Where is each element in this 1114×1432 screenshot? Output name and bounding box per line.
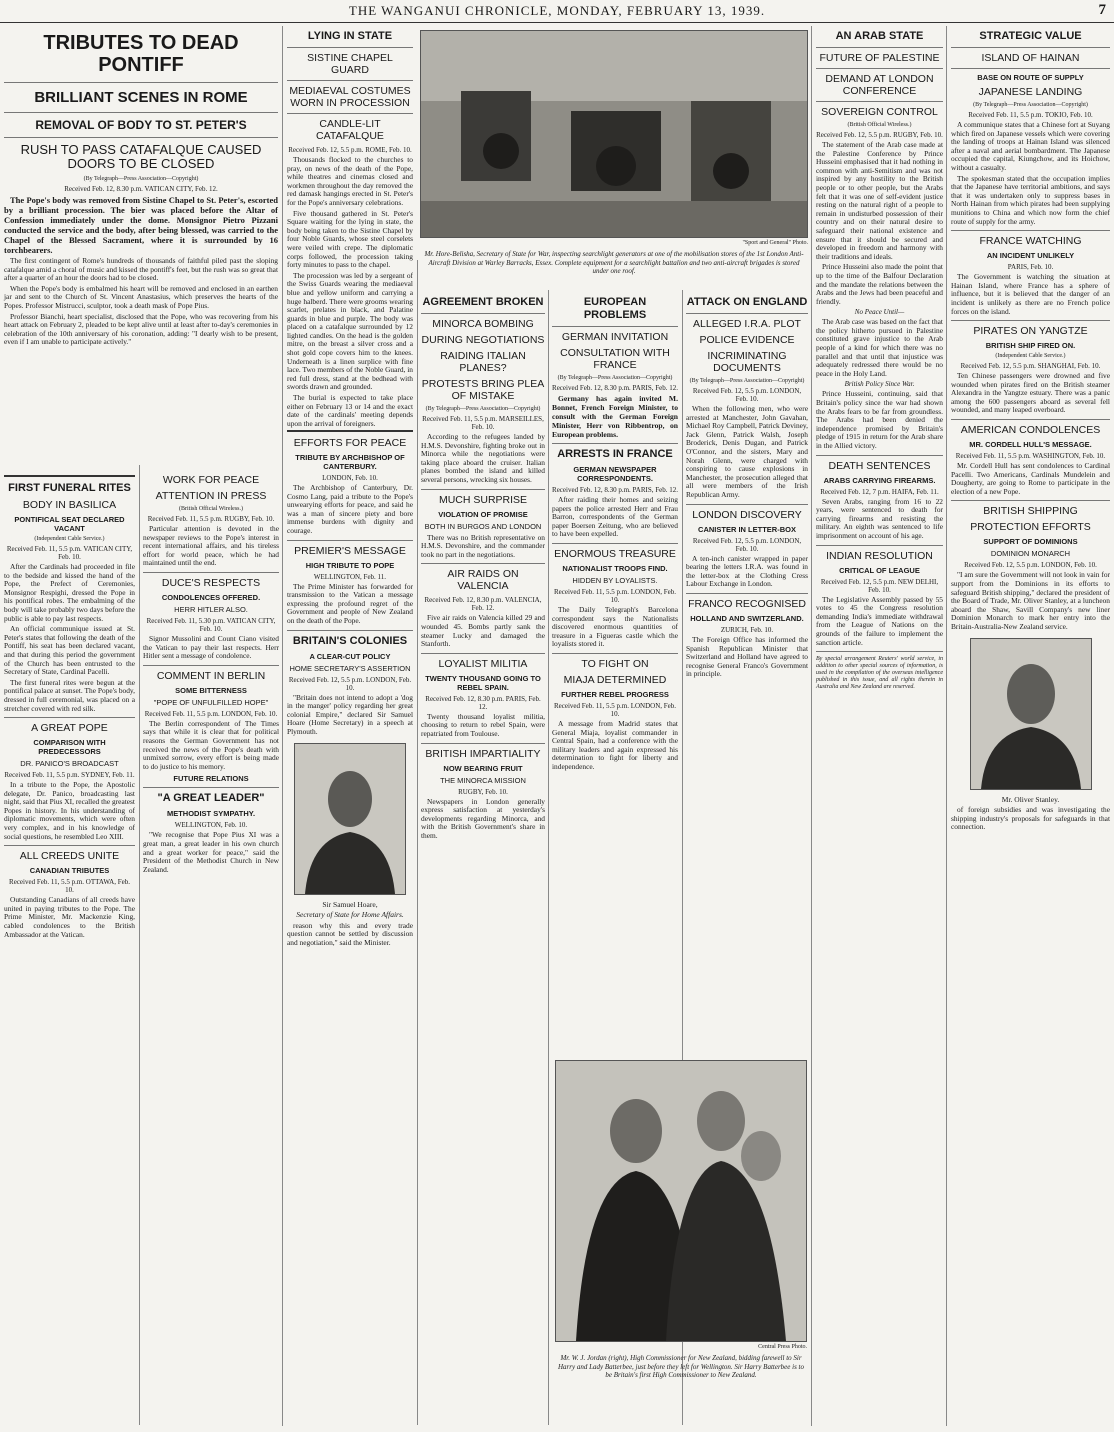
column-rule xyxy=(139,465,140,1425)
portrait-figure xyxy=(295,744,405,894)
subheadline: HIGH TRIBUTE TO POPE xyxy=(305,560,395,570)
farewell-photo-image xyxy=(556,1061,806,1341)
headline: FRANCO RECOGNISED xyxy=(688,597,806,610)
paragraph: Mr. Cordell Hull has sent condolences to Cardinal Pacelli. Two Americans, Cardinals Mundelein and Dougherty, are going to Rome to participate in the election of a new Pope. xyxy=(951,461,1110,496)
divider xyxy=(552,326,678,327)
subheadline: ALLEGED I.R.A. PLOT xyxy=(693,318,801,330)
subheadline: TRIBUTE BY ARCHBISHOP OF CANTERBURY. xyxy=(295,453,405,471)
headline: PREMIER'S MESSAGE xyxy=(294,544,406,557)
subheadline: CANISTER IN LETTER-BOX xyxy=(698,524,796,534)
subheadline: HIDDEN BY LOYALISTS. xyxy=(572,575,658,585)
paragraph: reason why this and every trade question cannot be settled by discussion and negotiation," said the Minister. xyxy=(287,920,413,947)
credit-line: (By Telegraph—Press Association—Copyright) xyxy=(83,176,199,182)
dateline: Received Feb. 11, 5.5 p.m. TOKIO, Feb. 10. xyxy=(968,111,1093,119)
dateline: LONDON, Feb. 10. xyxy=(322,474,378,482)
portrait-caption: Mr. Oliver Stanley. xyxy=(1001,794,1060,804)
paragraph: Thousands flocked to the churches to pray, on news of the death of the Pope, while theatres and cinemas closed and workmen throughout the day removed the red damask hangings erected in St. Peter's for the Pope's anniversary celebrations. xyxy=(287,155,413,207)
headline: ENORMOUS TREASURE xyxy=(554,547,676,560)
paragraph: The first contingent of Rome's hundreds of thousands of faithful piled past the sloping catafalque amid a choral of music and kissed the pontiff's feet, but the rush was so great that after a quarter of an hour the doors had to be closed. xyxy=(4,256,278,283)
paragraph: The procession was led by a sergeant of the Swiss Guards wearing the mediaeval blue and yellow uniform and carrying a huge halberd. There were grooms wearing scarlet, prelates in black, and Palatine guards in blue and purple. The body was placed on a catafalque surrounded by 12 lighted candles. On the head is the golden mitre, on the breast a silver cross and a shot gold cope covers him to the knees. Underneath is a linen surplice with fine lace. Two members of the Noble Guard, in red full dress, stand at the bedhead with swords drawn and grounded. xyxy=(287,270,413,392)
divider xyxy=(951,68,1110,69)
subheadline: SUPPORT OF DOMINIONS xyxy=(983,537,1078,547)
credit-line: (By Telegraph—Press Association—Copyright) xyxy=(689,378,805,384)
paragraph: The Government is watching the situation at Hainan Island, where France has a sphere of influence, but it is believed that the danger of an incident is unlikely as there are no French police forces on the island. xyxy=(951,272,1110,316)
paragraph: Outstanding Canadians of all creeds have united in paying tributes to the Pope. The Prime Minister, Mr. Mackenzie King, cabled condolences to the British Ambassador at the Vatican. xyxy=(4,895,135,939)
subheadline: TWENTY THOUSAND GOING TO REBEL SPAIN. xyxy=(425,673,541,692)
divider xyxy=(816,455,943,456)
dateline: Received Feb. 12, 5.5 p.m. LONDON, Feb. 10. xyxy=(692,536,802,553)
divider xyxy=(951,419,1110,420)
divider xyxy=(816,68,943,69)
subheadline: SOME BITTERNESS xyxy=(175,685,247,695)
divider xyxy=(287,47,413,48)
lead-paragraph: Germany has again invited M. Bonnet, French Foreign Minister, to consult with the German Foreign Minister, Herr von Ribbentrop, on European problems. xyxy=(552,394,678,439)
dateline: Received Feb. 12, 8.30 p.m. PARIS, Feb. 12. xyxy=(425,694,541,711)
divider xyxy=(143,787,279,788)
subheadline: HERR HITLER ALSO. xyxy=(174,604,248,614)
divider xyxy=(421,653,545,654)
searchlight-photo-image xyxy=(421,31,807,237)
page-number: 7 xyxy=(1098,2,1106,18)
divider xyxy=(816,101,943,102)
credit-line: (By Telegraph—Press Association—Copyright) xyxy=(425,406,541,412)
column-rule xyxy=(811,26,812,1426)
subheadline: CRITICAL OF LEAGUE xyxy=(839,565,920,575)
divider xyxy=(552,543,678,544)
photo-credit: "Sport and General" Photo. xyxy=(742,240,808,246)
headline: EUROPEAN PROBLEMS xyxy=(583,296,647,321)
divider xyxy=(552,443,678,444)
efforts-for-peace-article xyxy=(287,425,413,1425)
arab-state-article xyxy=(816,26,943,1421)
headline: DUCE'S RESPECTS xyxy=(161,576,261,589)
dateline: Received Feb. 11, 5.5 p.m. LONDON, Feb. 10. xyxy=(144,709,278,718)
paragraph: Five air raids on Valencia killed 29 and wounded 45. Bombs partly sank the steamer Lucky and damaged the Stanforth. xyxy=(421,613,545,649)
divider xyxy=(421,313,545,314)
dateline: WELLINGTON, Feb. 10. xyxy=(174,821,248,830)
paragraph: There was no British representative on H.M.S. Devonshire, and the commander took no part in the negotiations. xyxy=(421,532,545,559)
subheadline: CANADIAN TRIBUTES xyxy=(29,866,110,876)
subheadline: BRITISH SHIP FIRED ON. xyxy=(985,341,1076,351)
subheadline: VIOLATION OF PROMISE xyxy=(438,509,528,519)
subheadline: JAPANESE LANDING xyxy=(978,86,1083,98)
dateline: Received Feb. 11, 5.5 p.m. LONDON, Feb. 10. xyxy=(553,701,677,718)
subheadline: PROTECTION EFFORTS xyxy=(970,521,1091,534)
paragraph: Professor Bianchi, heart specialist, disclosed that the Pope, who was recovering from his heart attack on February 2, pleaded to be kept alive until at least after to-day's ceremonies in celebration of the 10th anniversary of his coronation, adding: "I dearly wish to be present, even if I am unable to participate actively." xyxy=(4,311,278,347)
subheadline: FUTURE RELATIONS xyxy=(173,774,249,784)
subheadline: POLICE EVIDENCE xyxy=(699,334,795,346)
portrait-caption: Secretary of State for Home Affairs. xyxy=(296,910,404,920)
dateline: Received Feb. 11, 5.5 p.m. WASHINGTON, Feb. 10. xyxy=(955,452,1106,461)
headline: ALL CREEDS UNITE xyxy=(19,850,120,863)
dateline: Received Feb. 11, 5.5 p.m. SYDNEY, Feb. 11. xyxy=(4,771,135,780)
dateline: Received Feb. 12, 5.5 p.m. LONDON, Feb. 10. xyxy=(964,561,1097,570)
photo-caption: Mr. W. J. Jordan (right), High Commissioner for New Zealand, bidding farewell to Sir Harry and Lady Batterbee, just before they left for Wellington. Sir Harry Batterbee is to be Britain's first High Commissioner to New Zealand. xyxy=(557,1354,804,1379)
subheadline: HOLLAND AND SWITZERLAND. xyxy=(690,613,804,623)
subheadline: INCRIMINATING DOCUMENTS xyxy=(707,350,787,374)
paragraph: After raiding their homes and seizing papers the police arrested Herr and Frau Barron, correspondents of the German paper Boersen Zeitung, who are believed to have been expelled. xyxy=(552,495,678,539)
subheadline: CONSULTATION WITH FRANCE xyxy=(560,347,670,371)
subheadline: PONTIFICAL SEAT DECLARED VACANT xyxy=(14,515,125,533)
paragraph: "I am sure the Government will not look in vain for support from the Dominions in its efforts to safeguard British shipping," declared the president of the Board of Trade, Mr. Oliver Stanley, at a luncheon aboard the Shaw, Savill Company's new liner Dominion Monarch to mark her entry into the Britain-Australia-New Zealand service. xyxy=(951,570,1110,631)
paragraph: A ten-inch canister wrapped in paper bearing the letters I.R.A. was found in the letter-box at the Clothing Cress Labour Exchange in London. xyxy=(686,553,808,589)
column-rule xyxy=(548,290,549,1425)
headline: ATTACK ON ENGLAND xyxy=(686,296,808,308)
headline: BRITAIN'S COLONIES xyxy=(292,634,408,647)
subheadline: "POPE OF UNFULFILLED HOPE" xyxy=(153,697,269,707)
divider xyxy=(4,112,278,113)
paragraph: Prince Husseini, continuing, said that Britain's policy since the war had shown the Arabs fears to be far from groundless. The Arabs had been denied the independence promised by Britain's pledge of 1915 in return for the Arab share in the Allied victory. xyxy=(816,389,943,450)
headline: AGREEMENT BROKEN xyxy=(422,296,544,308)
headline: MUCH SURPRISE xyxy=(438,493,528,506)
photo-caption: Mr. Hore-Belisha, Secretary of State for War, inspecting searchlight generators at one of the mobilisation stores of the 1st London Anti-Aircraft Division at Warley Barracks, Essex. Complete equipment for a searchlight battalion and two anti-aircraft brigades is stored under one roof. xyxy=(424,250,804,275)
headline: LONDON DISCOVERY xyxy=(692,508,802,521)
paragraph: The Prime Minister has forwarded for transmission to the Vatican a message expressing the profound regret of the Government and people of New Zealand on the death of the Pope. xyxy=(287,581,413,625)
paragraph: An official communique issued at St. Peter's states that following the death of the Pontiff, his seat has been declared vacant, and that during this period the government of the Church has been entrusted to the Secretary of State, Cardinal Pacelli. xyxy=(4,624,135,677)
dateline: Received Feb. 12, 5.5 p.m. RUGBY, Feb. 10. xyxy=(816,131,943,139)
credit-line: (Independent Cable Service.) xyxy=(34,536,105,542)
headline: ARRESTS IN FRANCE xyxy=(557,448,673,460)
dateline: Received Feb. 12, 5.5 p.m. LONDON, Feb. 10. xyxy=(692,387,802,403)
divider xyxy=(816,47,943,48)
portrait-caption: Sir Samuel Hoare, xyxy=(322,899,378,909)
paragraph: Signor Mussolini and Count Ciano visited the Vatican to pay their last respects. Herr Hitler sent a message of condolence. xyxy=(143,633,279,661)
divider xyxy=(287,430,413,432)
subheadline: HOME SECRETARY'S ASSERTION xyxy=(289,663,411,673)
column-rule xyxy=(946,26,947,1426)
searchlight-photo-block xyxy=(420,30,808,286)
divider xyxy=(686,313,808,314)
divider xyxy=(4,137,278,138)
subheadline: DEMAND AT LONDON CONFERENCE xyxy=(825,73,934,97)
subheadline: SISTINE CHAPEL GUARD xyxy=(307,52,393,76)
divider xyxy=(4,82,278,83)
dateline: Received Feb. 12, 8.30 p.m. VATICAN CITY, Feb. 12. xyxy=(64,185,218,193)
subheadline: FURTHER REBEL PROGRESS xyxy=(561,689,669,699)
paragraph: Ten Chinese passengers were drowned and five wounded when pirates fired on the British steamer Alexandra in the Yangtze estuary. There was a panic among the 600 passengers aboard as several fell wounded, and many leaped overboard. xyxy=(951,371,1110,415)
headline: BRITISH IMPARTIALITY xyxy=(425,747,541,760)
paragraph: When the Pope's body is embalmed his heart will be removed and enclosed in an earthen jar and sent to the Church of St. Vincent Anastasius, which preserves the hearts of the Popes. Professor Mistrucci, sculptor, took a death mask of Pope Pius. xyxy=(4,283,278,310)
paragraph: "We recognise that Pope Pius XI was a great man, a great leader in his own church and a great worker for peace," said the President of the Methodist Church in New Zealand. xyxy=(143,830,279,874)
subheadline: BOTH IN BURGOS AND LONDON xyxy=(424,521,542,531)
subheadline: DURING NEGOTIATIONS xyxy=(421,334,545,346)
dateline: Received Feb. 11, 5.5 p.m. LONDON, Feb. 10. xyxy=(553,587,677,604)
dateline: Received Feb. 11, 5.5 p.m. RUGBY, Feb. 10. xyxy=(147,515,275,523)
pope-main-article xyxy=(4,26,278,466)
subheadline: NATIONALIST TROOPS FIND. xyxy=(562,563,668,573)
dateline: Received Feb. 11, 5.30 p.m. VATICAN CITY, Feb. 10. xyxy=(146,616,276,633)
section-subhead: British Policy Since War. xyxy=(844,380,915,389)
portrait-photo xyxy=(294,743,406,895)
paragraph: The burial is expected to take place either on February 13 or 14 and the exact date of the cardinals' meeting depends upon the arrival of foreigners. xyxy=(287,393,413,428)
subheadline: DOMINION MONARCH xyxy=(990,549,1071,559)
subheadline: MEDIAEVAL COSTUMES WORN IN PROCESSION xyxy=(289,85,411,109)
subheadline: MR. CORDELL HULL'S MESSAGE. xyxy=(969,440,1092,450)
divider xyxy=(816,545,943,546)
divider xyxy=(287,540,413,541)
paragraph: Newspapers in London generally express satisfaction at yesterday's developments regarding Minorca, and with the British Government's share in them. xyxy=(421,796,545,840)
headline: WORK FOR PEACE xyxy=(162,474,260,486)
paragraph: The first funeral rites were begun at the pontifical palace at sunset. The Pope's body, dressed in full ceremonial, was placed on a stretcher covered with red silk. xyxy=(4,677,135,713)
dateline: Received Feb. 11, 5.5 p.m. MARSEILLES, Feb. 10. xyxy=(422,415,544,431)
paragraph: A communique states that a Chinese fort at Suyang which fired on Japanese vessels which were covering the landing of troops at Hainan Island was silenced after a naval and aerial bombardment. The Japanese occupied the capital, Kiungchow, and its Hoichow, without a casualty. xyxy=(951,120,1110,172)
paragraph: The Arab case was based on the fact that the policy hitherto pursued in Palestine constituted grave injustice to the Arab people of a kind for which there was no parallel and that until that injustice was adequately redressed there would be no peace in the Holy Land. xyxy=(816,317,943,378)
dateline: Received Feb. 12, 5.5 p.m. LONDON, Feb. 10. xyxy=(288,675,412,692)
subheadline: DR. PANICO'S BROADCAST xyxy=(20,759,119,769)
portrait-figure xyxy=(971,639,1091,789)
paragraph: The statement of the Arab case made at the Palestine Conference by Prince Husseini emphasised that it had nothing in common with anti-Semitism and was not inspired by any hostility to the British people or to other people, but the Arabs felt that it was one of self-evident justice resting on the natural right of a people to remain in undisturbed possession of their country and on their natural desire to safeguard their national existence and ensure that it should be secured and developed in freedom and harmony with their traditions and ideals. xyxy=(816,140,943,261)
divider xyxy=(686,504,808,505)
divider xyxy=(552,653,678,654)
subheadline: RAIDING ITALIAN PLANES? xyxy=(440,350,526,374)
masthead-title: THE WANGANUI CHRONICLE, MONDAY, FEBRUARY 13, 1939. xyxy=(348,3,766,18)
paragraph: After the Cardinals had proceeded in file to the bedside and kissed the hand of the Pope, the Prefect of Ceremonies, Monsignor Respighi, dressed the Pope in his pontifical robes. The embalming of the body will take probably two days before the public is able to pay last respects. xyxy=(4,562,135,623)
headline: STRATEGIC VALUE xyxy=(979,30,1082,42)
subheadline: REMOVAL OF BODY TO ST. PETER'S xyxy=(35,118,247,132)
headline: FIRST FUNERAL RITES xyxy=(8,482,131,494)
agreement-broken-article xyxy=(421,292,545,1425)
paragraph: Seven Arabs, ranging from 16 to 22 years, were sentenced to death for carrying firearms and resisting the military. An eighth was sentenced to life imprisonment on account of his age. xyxy=(816,496,943,540)
dateline: WELLINGTON, Feb. 11. xyxy=(313,572,387,581)
divider xyxy=(421,743,545,744)
masthead xyxy=(0,0,1114,23)
divider xyxy=(951,47,1110,48)
paragraph: The Berlin correspondent of The Times says that while it is clear that for political reasons the German Government has not received the news of the Pope's death with unmixed sorrow, every effort is being made to do justice to his memory. xyxy=(143,718,279,771)
headline: BRITISH SHIPPING xyxy=(983,505,1078,518)
column-rule xyxy=(417,260,418,1425)
paragraph: Twenty thousand loyalist militia, choosing to return to rebel Spain, were repatriated from Toulouse. xyxy=(421,711,545,738)
divider xyxy=(4,717,135,718)
credit-line: (By Telegraph—Press Association—Copyright) xyxy=(557,375,673,381)
paragraph: of foreign subsidies and was investigating the shipping industry's proposals for safeguards in that connection. xyxy=(951,805,1110,832)
headline: TRIBUTES TO DEAD PONTIFF xyxy=(43,32,239,76)
portrait-photo xyxy=(970,638,1092,790)
headline: TO FIGHT ON xyxy=(581,657,649,670)
funeral-rites-article xyxy=(4,470,135,1425)
dateline: PARIS, Feb. 10. xyxy=(1007,263,1054,272)
subheadline: THE MINORCA MISSION xyxy=(440,775,526,785)
column-rule xyxy=(282,26,283,1426)
dateline: Received Feb. 12, 7 p.m. HAIFA, Feb. 11. xyxy=(820,487,939,496)
headline: INDIAN RESOLUTION xyxy=(826,549,933,562)
credit-line: (Independent Cable Service.) xyxy=(995,353,1066,360)
subheadline: CANDLE-LIT CATAFALQUE xyxy=(316,118,384,142)
divider xyxy=(143,572,279,573)
work-for-peace-article xyxy=(143,470,279,1425)
dateline: RUGBY, Feb. 10. xyxy=(458,787,508,796)
dateline: Received Feb. 12, 8.30 p.m. PARIS, Feb. 12. xyxy=(552,384,678,392)
photo xyxy=(420,30,808,238)
dateline: Received Feb. 12, 5.5 p.m. SHANGHAI, Feb. 10. xyxy=(960,362,1101,371)
paragraph: A message from Madrid states that General Miaja, loyalist commander in Central Spain, had a conference with the military leaders and again expressed his determination to fight for liberty and independence. xyxy=(552,718,678,771)
european-problems-article xyxy=(552,292,678,852)
headline: DEATH SENTENCES xyxy=(828,459,931,472)
headline: EFFORTS FOR PEACE xyxy=(293,437,407,449)
subheadline: ARABS CARRYING FIREARMS. xyxy=(823,475,936,485)
subheadline: SOVEREIGN CONTROL xyxy=(821,106,938,118)
footnote: By special arrangement Reuters' world service, in addition to other special sources of information, is used in the compilation of the overseas intelligence published in this issue, and all rights therein in Australia and New Zealand are reserved. xyxy=(816,656,943,691)
paragraph: The spokesman stated that the occupation implies that the Japanese have territorial ambitions, and says that it was undertaken only to suppress bases in North Hainan from which pirates had been supplying munitions to China and which now form the chief route of supply for the army. xyxy=(951,173,1110,226)
dateline: ZURICH, Feb. 10. xyxy=(720,625,774,634)
headline: FRANCE WATCHING xyxy=(979,235,1082,248)
subheadline: GERMAN NEWSPAPER CORRESPONDENTS. xyxy=(573,465,657,483)
dateline: Received Feb. 11, 5.5 p.m. VATICAN CITY, Feb. 10. xyxy=(6,545,133,561)
paragraph: In a tribute to the Pope, the Apostolic delegate, Dr. Panico, broadcasting last night, said that Pius XI, recalled the greatest Popes in history. In his understanding of diplomatic movements, which were often very complex, and in his knowledge of social questions, he resembled Leo XIII. xyxy=(4,780,135,841)
lead-paragraph: The Pope's body was removed from Sistine Chapel to St. Peter's, escorted by a brilliant procession. The bier was placed before the Altar of Confession immediately under the dome. Monsignor Pietro Pizzani conducted the service and the body, after being blessed, was carried to the Chapel of the Blessed Sacrament, where it is surrounded by 16 torchbearers. xyxy=(4,195,278,255)
headline: AIR RAIDS ON VALENCIA xyxy=(447,568,519,593)
lying-in-state-article xyxy=(287,26,413,428)
subheadline: PROTESTS BRING PLEA OF MISTAKE xyxy=(421,378,545,402)
subheadline: A CLEAR-CUT POLICY xyxy=(309,651,391,661)
subheadline: GERMAN INVITATION xyxy=(561,331,669,343)
subheadline: BRILLIANT SCENES IN ROME xyxy=(34,89,248,106)
divider xyxy=(143,665,279,666)
subheadline: BASE ON ROUTE OF SUPPLY xyxy=(977,73,1084,82)
paragraph: The Daily Telegraph's Barcelona correspondent says the Nationalists discovered enormous quantities of treasure in a Figueras castle which the loyalists stored it. xyxy=(552,604,678,649)
photo-credit: Central Press Photo. xyxy=(758,1344,807,1350)
divider xyxy=(287,113,413,114)
divider xyxy=(421,563,545,564)
paragraph: Five thousand gathered in St. Peter's Square waiting for the lying in state, the body being taken to the Sistine Chapel by four Noble Guards, whose steel corselets were veiled with crepe. The diplomatic corps followed, the procession taking forty minutes to pass to the chapel. xyxy=(287,208,413,270)
attack-on-england-article xyxy=(686,292,808,852)
headline: AN ARAB STATE xyxy=(835,30,924,42)
dateline: Received Feb. 12, 8.30 p.m. VALENCIA, Feb. 12. xyxy=(424,596,542,613)
dateline: Received Feb. 12, 8.30 p.m. PARIS, Feb. 12. xyxy=(552,486,678,494)
subheadline: COMPARISON WITH PREDECESSORS xyxy=(33,738,106,757)
divider xyxy=(951,230,1110,231)
divider xyxy=(816,651,943,652)
headline: "A GREAT LEADER" xyxy=(157,792,265,805)
divider xyxy=(951,500,1110,501)
paragraph: According to the refugees landed by H.M.S. Devonshire, fighting broke out in Minorca while the negotiations were taking place aboard the cruiser. Italian planes bombed the island and killed several persons, wrecking six houses. xyxy=(421,432,545,484)
subheadline: AN INCIDENT UNLIKELY xyxy=(986,251,1075,261)
section-subhead: No Peace Until— xyxy=(854,308,905,317)
divider xyxy=(287,80,413,81)
divider xyxy=(686,593,808,594)
paragraph: When the following men, who were arrested at Manchester, John Gavahan, Michael Roy Campbell, Patrick Deviney, Jack Glenn, Patrick Walsh, Joseph Broderick, Denis Dugan, and Patrick O'Connor, and the sisters, Mary and Norah Glenn, were charged with conspiring to cause explosions in Manchester, the prosecution alleged that all were members of the Irish Republican Army. xyxy=(686,404,808,499)
paragraph: Particular attention is devoted in the newspaper reviews to the Pope's interest in recent international affairs, and his tireless effort for world peace, which he had maintained until the end. xyxy=(143,524,279,568)
subheadline: NOW BEARING FRUIT xyxy=(443,763,523,773)
subheadline: MIAJA DETERMINED xyxy=(563,673,667,686)
divider xyxy=(4,845,135,846)
headline: AMERICAN CONDOLENCES xyxy=(960,424,1101,437)
paragraph: "Britain does not intend to adopt a 'dog in the manger' policy regarding her great colonial Empire," declared Sir Samuel Hoare (Home Secretary) in a speech at Plymouth. xyxy=(287,692,413,736)
strategic-value-article xyxy=(951,26,1110,1421)
divider xyxy=(951,320,1110,321)
subheadline: ISLAND OF HAINAN xyxy=(981,52,1080,64)
paragraph: The Archbishop of Canterbury, Dr. Cosmo Lang, paid a tribute to the Pope's unwearying efforts for peace, and said he was a man of sincere piety and bore immense burdens with dignity and courage. xyxy=(287,483,413,535)
subheadline: BODY IN BASILICA xyxy=(22,499,117,511)
headline: PIRATES ON YANGTZE xyxy=(973,325,1088,338)
subheadline: MINORCA BOMBING xyxy=(432,318,534,330)
dateline: Received Feb. 12, 5.5 p.m. NEW DELHI, Feb. 10. xyxy=(820,577,939,594)
subheadline: RUSH TO PASS CATAFALQUE CAUSED DOORS TO BE CLOSED xyxy=(20,142,262,171)
headline: COMMENT IN BERLIN xyxy=(156,669,266,682)
subheadline: ATTENTION IN PRESS xyxy=(155,490,267,502)
divider xyxy=(421,489,545,490)
photo xyxy=(555,1060,807,1342)
headline: LYING IN STATE xyxy=(307,30,393,42)
subheadline: METHODIST SYMPATHY. xyxy=(166,809,256,819)
credit-line: (British Official Wireless.) xyxy=(178,506,244,512)
headline: A GREAT POPE xyxy=(31,722,108,735)
subheadline: CONDOLENCES OFFERED. xyxy=(161,592,261,602)
dateline: Received Feb. 11, 5.5 p.m. OTTAWA, Feb. 10. xyxy=(9,878,130,895)
headline: LOYALIST MILITIA xyxy=(438,657,528,670)
credit-line: (British Official Wireless.) xyxy=(847,122,912,128)
credit-line: (By Telegraph—Press Association—Copyright) xyxy=(973,102,1088,108)
jordan-photo-block xyxy=(555,1060,807,1425)
divider xyxy=(4,475,135,477)
paragraph: Prince Husseini also made the point that up to the time of the Balfour Declaration and the mandate the relations between the Arabs and the Jews had been peaceful and friendly. xyxy=(816,262,943,306)
dateline: Received Feb. 12, 5.5 p.m. ROME, Feb. 10. xyxy=(288,146,412,154)
paragraph: The Foreign Office has informed the Spanish Republican Minister that Switzerland and Holland have agreed to recognise General Franco's Government in principle. xyxy=(686,634,808,679)
subheadline: FUTURE OF PALESTINE xyxy=(819,52,940,64)
divider xyxy=(287,630,413,631)
paragraph: The Legislative Assembly passed by 55 votes to 45 the Congress resolution demanding India's immediate withdrawal from the League of Nations on the grounds of the failure to implement the sanction article. xyxy=(816,594,943,647)
